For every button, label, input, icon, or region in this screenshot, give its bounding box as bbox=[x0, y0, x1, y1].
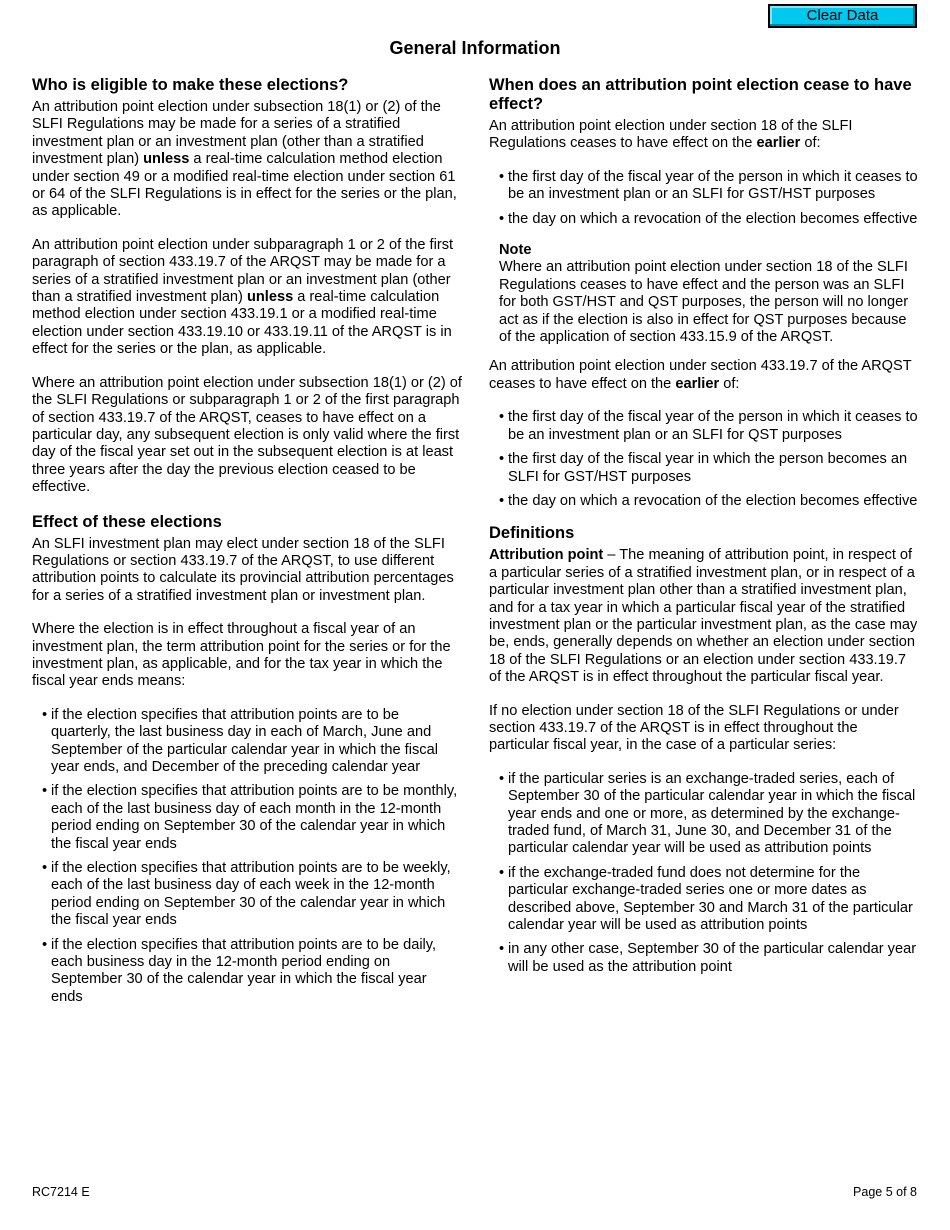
page-number: Page 5 of 8 bbox=[853, 1185, 917, 1199]
right-column bbox=[489, 76, 919, 990]
note-title: Note bbox=[499, 242, 532, 259]
list-item: • the day on which a revocation of the election becomes effective bbox=[499, 211, 919, 228]
list-item: • the first day of the fiscal year of the person in which it ceases to be an investment plan or an SLFI for GST/HST purposes bbox=[499, 169, 919, 204]
eligible-heading: Who is eligible to make these elections? bbox=[32, 76, 349, 94]
list-item: • if the election specifies that attribution points are to be weekly, each of the last business day of each week in the 12-month period ending on September 30 of the calendar year in which the fiscal year ends bbox=[42, 860, 462, 930]
definitions-bullet-list bbox=[489, 771, 919, 976]
cease-heading: When does an attribution point election cease to have effect? bbox=[489, 76, 912, 113]
definitions-paragraph-2: If no election under section 18 of the SLFI Regulations or under section 433.19.7 of the ARQST is in effect throughout the particular fiscal year, in the case of a particular series: bbox=[489, 702, 899, 754]
list-item: • the first day of the fiscal year of the person in which it ceases to be an investment plan or an SLFI for QST purposes bbox=[499, 409, 919, 444]
cease-bullet-list-1 bbox=[489, 169, 919, 228]
list-item: • if the exchange-traded fund does not determine for the particular exchange-traded series one or more dates as described above, September 30 and March 31 of the particular calendar year will be used as attribution points bbox=[499, 865, 919, 935]
eligible-paragraph-3: Where an attribution point election under subsection 18(1) or (2) of the SLFI Regulations or subparagraph 1 or 2 of the first paragraph of section 433.19.7 of the ARQST, ceases to have effect on a particular day, any subsequent election is only valid where the first day of the fiscal year set out in the subsequent election is at least three years after the day the previous election ceased to be effective. bbox=[32, 374, 462, 496]
list-item: • if the particular series is an exchange-traded series, each of September 30 of the particular calendar year in which the fiscal year ends and one or more, as determined by the exchange-traded fund, of March 31, June 30, and December 31 of the particular calendar year will be used as attribution points bbox=[499, 771, 919, 858]
list-item: • if the election specifies that attribution points are to be quarterly, the last business day in each of March, June and September of the particular calendar year in which the fiscal year ends, and December of the preceding calendar year bbox=[42, 707, 462, 777]
definitions-paragraph-1: Attribution point – The meaning of attribution point, in respect of a particular series of a stratified investment plan, or in respect of a particular investment plan other than a stratified investment plan, and for a tax year in which a particular fiscal year of the stratified investment plan or the particular investment plan, as the case may be, ends, generally depends on whether an election under section 18 of the SLFI Regulations or an election under section 433.19.7 of the ARQST is in effect throughout the particular fiscal year. bbox=[489, 547, 918, 686]
effect-paragraph-2: Where the election is in effect throughout a fiscal year of an investment plan, the term attribution point for the series or for the investment plan, as applicable, and for the tax year in which the fiscal year ends means: bbox=[32, 621, 451, 690]
effect-bullet-list bbox=[32, 707, 462, 1007]
definitions-heading: Definitions bbox=[489, 524, 575, 543]
cease-bullet-list-2 bbox=[489, 409, 919, 510]
list-item: • if the election specifies that attribution points are to be daily, each business day in the 12-month period ending on September 30 of the calendar year in which the fiscal year ends bbox=[42, 937, 462, 1007]
note-body: Where an attribution point election under section 18 of the SLFI Regulations ceases to have effect and the person was an SLFI for both GST/HST and QST purposes, the person will no longer act as if the election is also in effect for QST purposes because of the application of section 433.15.9 of the ARQST. bbox=[499, 259, 909, 346]
clear-data-button[interactable]: Clear Data bbox=[768, 4, 917, 28]
left-column bbox=[32, 76, 462, 1020]
cease-paragraph-1: An attribution point election under section 18 of the SLFI Regulations ceases to have effect on the earlier of: bbox=[489, 118, 853, 152]
list-item: • if the election specifies that attribution points are to be monthly, each of the last business day of each month in the 12-month period ending on September 30 of the calendar year in which the fiscal year ends bbox=[42, 783, 462, 853]
list-item: • in any other case, September 30 of the particular calendar year will be used as the attribution point bbox=[499, 941, 919, 976]
eligible-paragraph-1: An attribution point election under subsection 18(1) or (2) of the SLFI Regulations may be made for a series of a stratified investment plan or an investment plan (other than a stratified investment plan) unless a real-time calculation method election under section 49 or a modified real-time election under section 61 or 64 of the SLFI Regulations is in effect for the series or the plan, as applicable. bbox=[32, 99, 457, 220]
page-title: General Information bbox=[389, 38, 561, 58]
list-item: • the day on which a revocation of the election becomes effective bbox=[499, 493, 919, 510]
form-id: RC7214 E bbox=[32, 1185, 90, 1199]
eligible-paragraph-2: An attribution point election under subparagraph 1 or 2 of the first paragraph of section 433.19.7 of the ARQST may be made for a series of a stratified investment plan or an investment plan (other than a stratified investment plan) unless a real-time calculation method election under section 433.19.1 or a modified real-time election under section 433.19.10 or 433.19.11 of the ARQST is in effect for the series or the plan, as applicable. bbox=[32, 236, 454, 358]
cease-paragraph-2: An attribution point election under section 433.19.7 of the ARQST ceases to have effect on the earlier of: bbox=[489, 358, 912, 392]
list-item: • the first day of the fiscal year in which the person becomes an SLFI for GST/HST purposes bbox=[499, 451, 919, 486]
effect-paragraph-1: An SLFI investment plan may elect under section 18 of the SLFI Regulations or section 433.19.7 of the ARQST, to use different attribution points to calculate its provincial attribution percentages for a series of a stratified investment plan or investment plan. bbox=[32, 535, 454, 604]
effect-heading: Effect of these elections bbox=[32, 512, 222, 531]
